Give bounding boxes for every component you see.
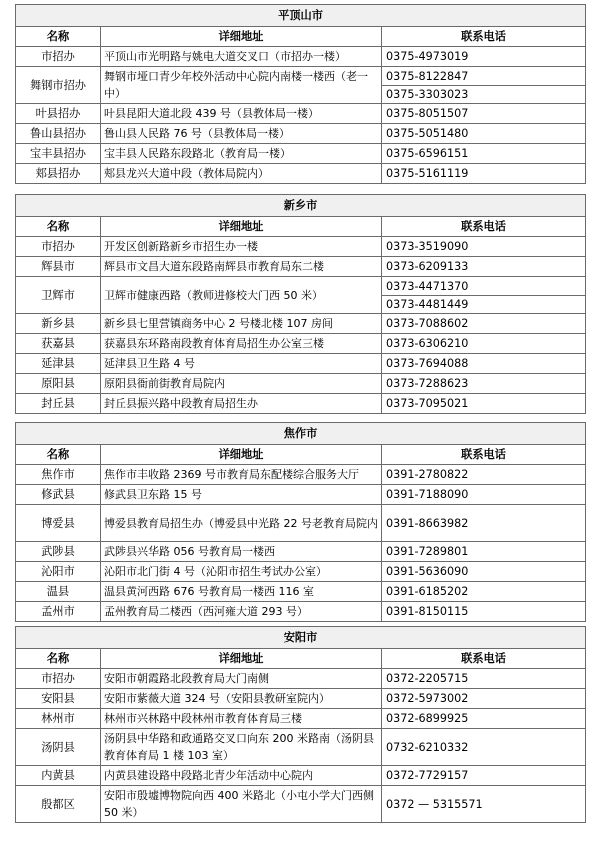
table-row xyxy=(16,669,586,689)
office-phone-cell xyxy=(382,602,586,622)
office-address: 汤阴县中华路和政通路交叉口向东 200 米路南（汤阴县教育体育局 1 楼 103 室） xyxy=(101,729,382,766)
office-phone-cell xyxy=(382,394,586,414)
office-address: 卫辉市健康西路（教师进修校大门西 50 米） xyxy=(101,277,382,314)
office-name: 安阳县 xyxy=(16,689,101,709)
office-phone: 0373-4471370 xyxy=(386,279,469,293)
table-row xyxy=(16,257,586,277)
office-address: 内黄县建设路中段路北青少年活动中心院内 xyxy=(101,766,382,786)
table-row xyxy=(16,354,586,374)
office-phone: 0373-4481449 xyxy=(382,295,586,313)
office-name: 鲁山县招办 xyxy=(16,124,101,144)
office-address: 叶县昆阳大道北段 439 号（县教体局一楼） xyxy=(101,104,382,124)
table-row xyxy=(16,277,586,314)
table-row xyxy=(16,374,586,394)
office-name: 沁阳市 xyxy=(16,562,101,582)
table-row xyxy=(16,505,586,542)
region-title-row xyxy=(16,423,586,445)
office-name: 获嘉县 xyxy=(16,334,101,354)
column-header-phone: 联系电话 xyxy=(382,27,586,47)
office-address: 武陟县兴华路 056 号教育局一楼西 xyxy=(101,542,382,562)
office-name: 原阳县 xyxy=(16,374,101,394)
office-phone-cell xyxy=(382,729,586,766)
table-row xyxy=(16,237,586,257)
table-row xyxy=(16,394,586,414)
office-address: 温县黄河西路 676 号教育局一楼西 116 室 xyxy=(101,582,382,602)
office-name: 辉县市 xyxy=(16,257,101,277)
column-header-phone: 联系电话 xyxy=(382,445,586,465)
office-phone: 0372-6899925 xyxy=(386,712,469,725)
office-name: 延津县 xyxy=(16,354,101,374)
table-row xyxy=(16,562,586,582)
office-name: 封丘县 xyxy=(16,394,101,414)
table-row xyxy=(16,542,586,562)
office-phone: 0391-5636090 xyxy=(386,565,469,578)
office-name: 汤阴县 xyxy=(16,729,101,766)
region-table-anyang xyxy=(15,626,586,823)
table-row xyxy=(16,314,586,334)
office-phone: 0732-6210332 xyxy=(386,740,469,754)
header-row xyxy=(16,445,586,465)
table-row xyxy=(16,124,586,144)
office-phone-cell xyxy=(382,669,586,689)
table-row xyxy=(16,766,586,786)
column-header-phone: 联系电话 xyxy=(382,217,586,237)
office-phone-cell xyxy=(382,277,586,314)
office-phone: 0373-3519090 xyxy=(386,240,469,253)
office-address: 鲁山县人民路 76 号（县教体局一楼） xyxy=(101,124,382,144)
office-phone: 0391-6185202 xyxy=(386,585,469,598)
office-name: 市招办 xyxy=(16,237,101,257)
office-phone-cell xyxy=(382,314,586,334)
office-phone: 0375-5161119 xyxy=(386,167,469,180)
office-phone-cell xyxy=(382,485,586,505)
office-address: 焦作市丰收路 2369 号市教育局东配楼综合服务大厅 xyxy=(101,465,382,485)
office-address: 封丘县振兴路中段教育局招生办 xyxy=(101,394,382,414)
region-title: 焦作市 xyxy=(16,423,586,445)
office-phone: 0391-7289801 xyxy=(386,545,469,558)
office-address: 原阳县衙前街教育局院内 xyxy=(101,374,382,394)
header-row xyxy=(16,649,586,669)
office-phone: 0375-4973019 xyxy=(386,50,469,63)
office-phone-cell xyxy=(382,582,586,602)
office-phone-cell xyxy=(382,786,586,823)
office-phone-cell xyxy=(382,374,586,394)
office-phone-cell xyxy=(382,237,586,257)
office-phone: 0375-8051507 xyxy=(386,107,469,120)
office-phone-cell xyxy=(382,104,586,124)
office-phone-cell xyxy=(382,766,586,786)
table-row xyxy=(16,786,586,823)
office-phone-cell xyxy=(382,505,586,542)
office-phone-cell xyxy=(382,689,586,709)
column-header-name: 名称 xyxy=(16,27,101,47)
column-header-phone: 联系电话 xyxy=(382,649,586,669)
office-phone-cell xyxy=(382,709,586,729)
table-row xyxy=(16,334,586,354)
office-name: 孟州市 xyxy=(16,602,101,622)
office-phone: 0373-7288623 xyxy=(386,377,469,390)
office-address: 安阳市殷墟博物院向西 400 米路北（小屯小学大门西侧 50 米） xyxy=(101,786,382,823)
office-phone-cell xyxy=(382,465,586,485)
table-row xyxy=(16,709,586,729)
office-phone-cell xyxy=(382,124,586,144)
office-name: 林州市 xyxy=(16,709,101,729)
table-row xyxy=(16,47,586,67)
table-row xyxy=(16,485,586,505)
table-row xyxy=(16,144,586,164)
office-address: 安阳市朝霞路北段教育局大门南侧 xyxy=(101,669,382,689)
region-table-xinxiang xyxy=(15,194,586,414)
office-phone: 0391-8150115 xyxy=(386,605,469,618)
office-phone-cell xyxy=(382,47,586,67)
office-phone: 0372 — 5315571 xyxy=(386,797,483,811)
office-name: 殷都区 xyxy=(16,786,101,823)
office-name: 舞钢市招办 xyxy=(16,67,101,104)
office-address: 延津县卫生路 4 号 xyxy=(101,354,382,374)
column-header-address: 详细地址 xyxy=(101,649,382,669)
office-name: 武陟县 xyxy=(16,542,101,562)
header-row xyxy=(16,27,586,47)
region-title-row xyxy=(16,627,586,649)
office-phone: 0375-8122847 xyxy=(386,69,469,83)
office-address: 沁阳市北门街 4 号（沁阳市招生考试办公室） xyxy=(101,562,382,582)
office-address: 孟州教育局二楼西（西河雍大道 293 号） xyxy=(101,602,382,622)
office-name: 宝丰县招办 xyxy=(16,144,101,164)
office-address: 平顶山市光明路与姚电大道交叉口（市招办一楼） xyxy=(101,47,382,67)
office-phone-cell xyxy=(382,354,586,374)
table-row xyxy=(16,729,586,766)
office-phone-cell xyxy=(382,542,586,562)
office-name: 修武县 xyxy=(16,485,101,505)
office-phone-cell xyxy=(382,67,586,104)
office-name: 市招办 xyxy=(16,669,101,689)
table-row xyxy=(16,104,586,124)
office-address: 获嘉县东环路南段教育体育局招生办公室三楼 xyxy=(101,334,382,354)
office-name: 温县 xyxy=(16,582,101,602)
office-address: 安阳市紫薇大道 324 号（安阳县教研室院内） xyxy=(101,689,382,709)
office-name: 市招办 xyxy=(16,47,101,67)
office-address: 辉县市文昌大道东段路南辉县市教育局东二楼 xyxy=(101,257,382,277)
region-title-row xyxy=(16,5,586,27)
office-name: 卫辉市 xyxy=(16,277,101,314)
office-phone-cell xyxy=(382,562,586,582)
office-address: 开发区创新路新乡市招生办一楼 xyxy=(101,237,382,257)
region-title: 平顶山市 xyxy=(16,5,586,27)
office-name: 焦作市 xyxy=(16,465,101,485)
office-phone: 0391-7188090 xyxy=(386,488,469,501)
column-header-name: 名称 xyxy=(16,649,101,669)
office-phone: 0375-3303023 xyxy=(382,85,586,103)
office-name: 博爱县 xyxy=(16,505,101,542)
header-row xyxy=(16,217,586,237)
table-row xyxy=(16,164,586,184)
office-phone: 0373-7088602 xyxy=(386,317,469,330)
office-address: 林州市兴林路中段林州市教育体育局三楼 xyxy=(101,709,382,729)
office-phone: 0391-2780822 xyxy=(386,468,469,481)
office-phone-cell xyxy=(382,257,586,277)
table-row xyxy=(16,602,586,622)
office-phone: 0373-6209133 xyxy=(386,260,469,273)
office-name: 叶县招办 xyxy=(16,104,101,124)
office-address: 宝丰县人民路东段路北（教育局一楼） xyxy=(101,144,382,164)
region-table-jiaozuo xyxy=(15,422,586,622)
office-address: 郏县龙兴大道中段（教体局院内） xyxy=(101,164,382,184)
column-header-address: 详细地址 xyxy=(101,27,382,47)
column-header-address: 详细地址 xyxy=(101,445,382,465)
region-title: 安阳市 xyxy=(16,627,586,649)
office-phone: 0375-5051480 xyxy=(386,127,469,140)
table-row xyxy=(16,465,586,485)
office-phone-cell xyxy=(382,144,586,164)
office-address: 舞钢市垭口青少年校外活动中心院内南楼一楼西（老一中） xyxy=(101,67,382,104)
office-address: 新乡县七里营镇商务中心 2 号楼北楼 107 房间 xyxy=(101,314,382,334)
office-address: 博爱县教育局招生办（博爱县中光路 22 号老教育局院内 xyxy=(101,505,382,542)
office-name: 新乡县 xyxy=(16,314,101,334)
office-phone-cell xyxy=(382,164,586,184)
table-row xyxy=(16,582,586,602)
office-phone: 0373-7095021 xyxy=(386,397,469,410)
office-phone: 0372-7729157 xyxy=(386,769,469,782)
office-phone: 0373-6306210 xyxy=(386,337,469,350)
office-phone: 0372-5973002 xyxy=(386,692,469,705)
office-phone-cell xyxy=(382,334,586,354)
column-header-name: 名称 xyxy=(16,445,101,465)
column-header-address: 详细地址 xyxy=(101,217,382,237)
region-title: 新乡市 xyxy=(16,195,586,217)
office-address: 修武县卫东路 15 号 xyxy=(101,485,382,505)
office-phone: 0391-8663982 xyxy=(386,516,469,530)
table-row xyxy=(16,689,586,709)
office-phone: 0375-6596151 xyxy=(386,147,469,160)
table-row xyxy=(16,67,586,104)
column-header-name: 名称 xyxy=(16,217,101,237)
region-table-pingdingshan xyxy=(15,4,586,184)
office-phone: 0372-2205715 xyxy=(386,672,469,685)
region-title-row xyxy=(16,195,586,217)
office-name: 郏县招办 xyxy=(16,164,101,184)
office-phone: 0373-7694088 xyxy=(386,357,469,370)
office-name: 内黄县 xyxy=(16,766,101,786)
